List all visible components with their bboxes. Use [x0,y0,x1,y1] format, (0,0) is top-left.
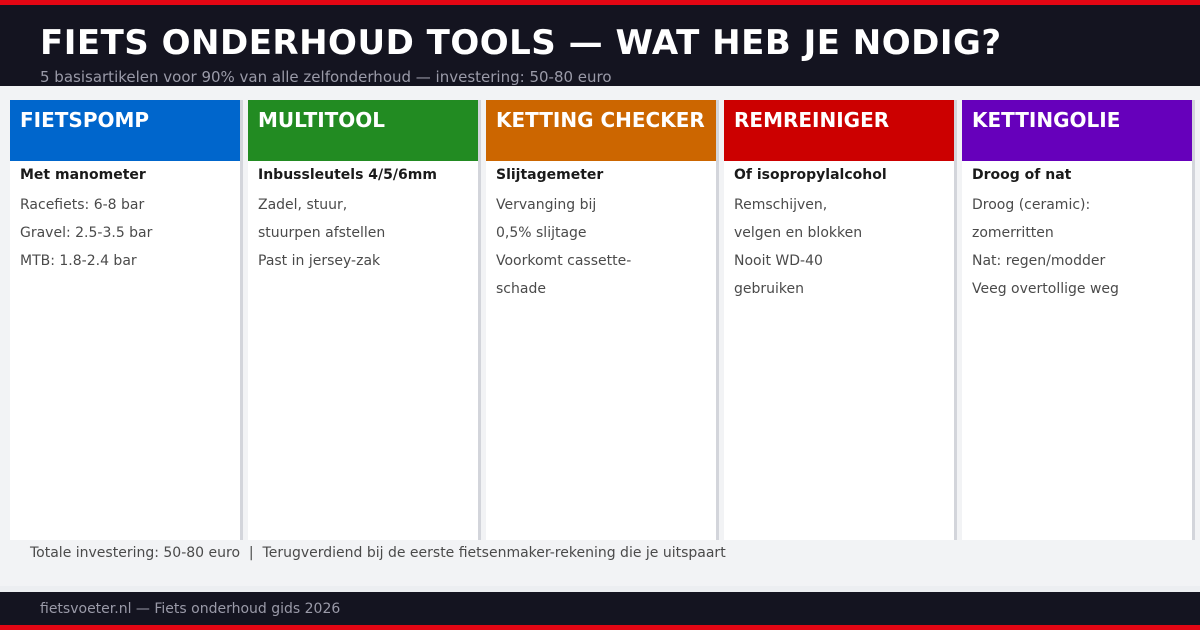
card-remreiniger [724,100,954,540]
card-line: MTB: 1.8-2.4 bar [20,253,137,269]
card-multitool [248,100,478,540]
card-line: 0,5% slijtage [496,225,587,241]
header-bar [0,0,1200,86]
page-subtitle: 5 basisartikelen voor 90% van alle zelfonderhoud — investering: 50-80 euro [40,68,612,86]
card-subtitle: Met manometer [20,167,146,183]
card-body [962,161,1192,303]
card-line: zomerritten [972,225,1054,241]
card-body [486,161,716,303]
card-title: MULTITOOL [248,100,478,161]
investment-note: Totale investering: 50-80 euro | Terugverdiend bij de eerste fietsenmaker-rekening die je uitspaart [30,545,726,561]
card-subtitle: Droog of nat [972,167,1072,183]
footer-bar [0,592,1200,630]
card-line: gebruiken [734,281,804,297]
card-line: Nooit WD-40 [734,253,823,269]
card-kettingolie [962,100,1192,540]
page-title: FIETS ONDERHOUD TOOLS — WAT HEB JE NODIG? [40,23,1002,63]
card-line: Racefiets: 6-8 bar [20,197,145,213]
card-subtitle: Of isopropylalcohol [734,167,887,183]
card-line: schade [496,281,546,297]
card-title: KETTINGOLIE [962,100,1192,161]
card-line: Zadel, stuur, [258,197,348,213]
card-line: Past in jersey-zak [258,253,381,269]
card-title: FIETSPOMP [10,100,240,161]
card-ketting-checker [486,100,716,540]
card-fietspomp [10,100,240,540]
card-body [724,161,954,303]
card-line: Vervanging bij [496,197,597,213]
card-title: REMREINIGER [724,100,954,161]
card-subtitle: Slijtagemeter [496,167,604,183]
card-line: Droog (ceramic): [972,197,1091,213]
card-line: Gravel: 2.5-3.5 bar [20,225,153,241]
card-line: Remschijven, [734,197,828,213]
card-body [10,161,240,275]
footer-credit: fietsvoeter.nl — Fiets onderhoud gids 2026 [40,601,341,617]
card-line: Veeg overtollige weg [972,281,1119,297]
card-line: stuurpen afstellen [258,225,386,241]
card-title: KETTING CHECKER [486,100,716,161]
card-line: Voorkomt cassette- [496,253,632,269]
card-line: velgen en blokken [734,225,863,241]
card-subtitle: Inbussleutels 4/5/6mm [258,167,437,183]
card-line: Nat: regen/modder [972,253,1106,269]
card-body [248,161,478,275]
